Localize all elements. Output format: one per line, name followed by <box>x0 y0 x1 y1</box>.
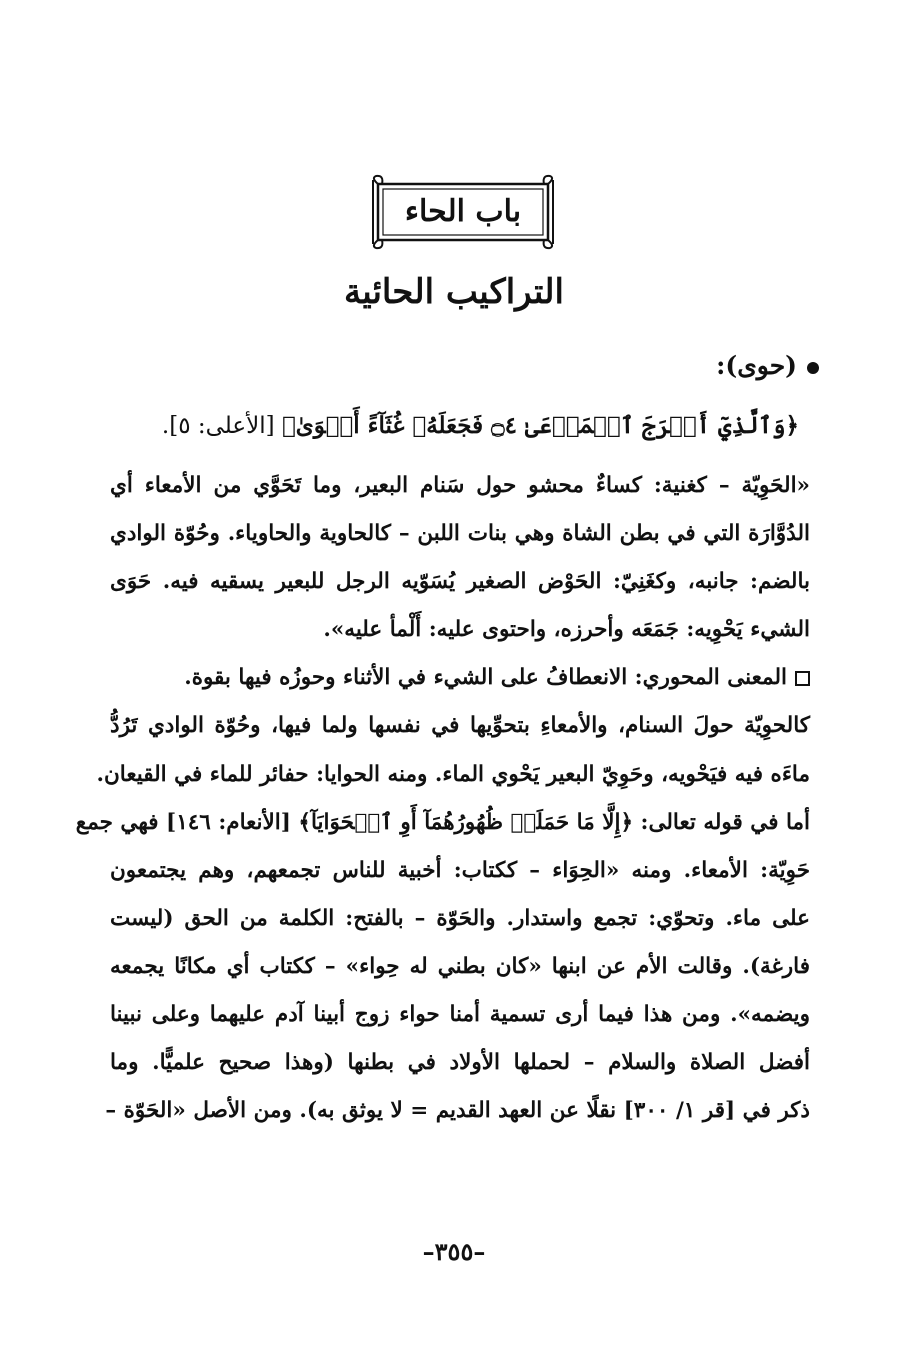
chapter-title: باب الحاء <box>404 194 522 229</box>
text-line: ويضمه». ومن هذا فيما أرى تسمية أمنا حواء زوج أبينا آدم عليهما وعلى نبينا <box>110 1002 810 1028</box>
verse-reference: [الأعلى: ٥]. <box>161 413 275 439</box>
text-line: أفضل الصلاة والسلام – لحملها الأولاد في بطنها (وهذا صحيح علميًّا. وما <box>110 1050 810 1076</box>
square-marker-icon <box>795 671 810 686</box>
root-label: (حوى): <box>716 351 797 380</box>
verse-text: ﴿وَٱلَّذِيٓ أَخۡرَجَ ٱلۡمَرۡعَىٰ ۝٤ فَجَعَلَهُۥ غُثَآءً أَحۡوَىٰ﴾ <box>281 412 799 439</box>
root-heading <box>716 344 819 388</box>
text-line: على ماء. وتحوّي: تجمع واستدار. والحَوّة – بالفتح: الكلمة من الحق (ليست <box>110 905 810 931</box>
text-line: ماءَه فيه فيَحْويه، وحَوِيّ البعير يَحْوي الماء. ومنه الحوايا: حفائر للماء في القيعان. <box>96 761 810 787</box>
text-line: «الحَوِيّة – كغنية: كساءٌ محشو حول سَنام البعير، وما تَحَوَّي من الأمعاء أي <box>110 473 810 498</box>
quran-verse <box>162 404 799 448</box>
meaning-heading: المعنى المحوري: الانعطافُ على الشيء في الأثناء وحوزُه فيها بقوة. <box>184 665 787 691</box>
text-line: ذكر في [قر ١/ ٣٠٠] نقلًا عن العهد القديم = لا يوثق به). ومن الأصل «الحَوّة – <box>105 1098 810 1124</box>
text-line: بالضم: جانبه، وكغَنِيّ: الحَوْض الصغير يُسَوّيه الرجل للبعير يسقيه فيه. حَوَى <box>110 569 810 595</box>
text-line: حَوِيّة: الأمعاء. ومنه «الحِوَاء – ككتاب: أخبية للناس تجمعهم، وهم يجتمعون <box>110 857 810 883</box>
page-number: –٣٥٥– <box>422 1237 486 1266</box>
body-text <box>75 462 810 1135</box>
bullet-icon <box>807 362 819 374</box>
meaning-line <box>110 654 810 702</box>
text-line: كالحوِيّة حولَ السنام، والأمعاءِ بتحوِّيها في نفسها ولما فيها، وحُوّة الوادي تَرُدُّ <box>110 713 810 739</box>
section-title: التراكيب الحائية <box>343 272 564 312</box>
chapter-scroll-frame <box>368 176 558 248</box>
text-line: فارغة). وقالت الأم عن ابنها «كان بطني له حِواء» – ككتاب أي مكانًا يجمعه <box>110 953 810 979</box>
text-line: الدُوَّارَة التي في بطن الشاة وهي بنات اللبن – كالحاوية والحاوياء. وحُوّة الوادي <box>110 521 810 547</box>
text-line: الشيء يَحْوِيه: جَمَعَه وأحرزه، واحتوى عليه: أَلْمأ عليه». <box>323 617 810 643</box>
text-line: أما في قوله تعالى: ﴿إِلَّا مَا حَمَلَتۡ ظُهُورُهُمَآ أَوِ ٱلۡحَوَايَآ﴾ [الأنعام: ١٤٦] فهي جمع <box>75 809 810 835</box>
